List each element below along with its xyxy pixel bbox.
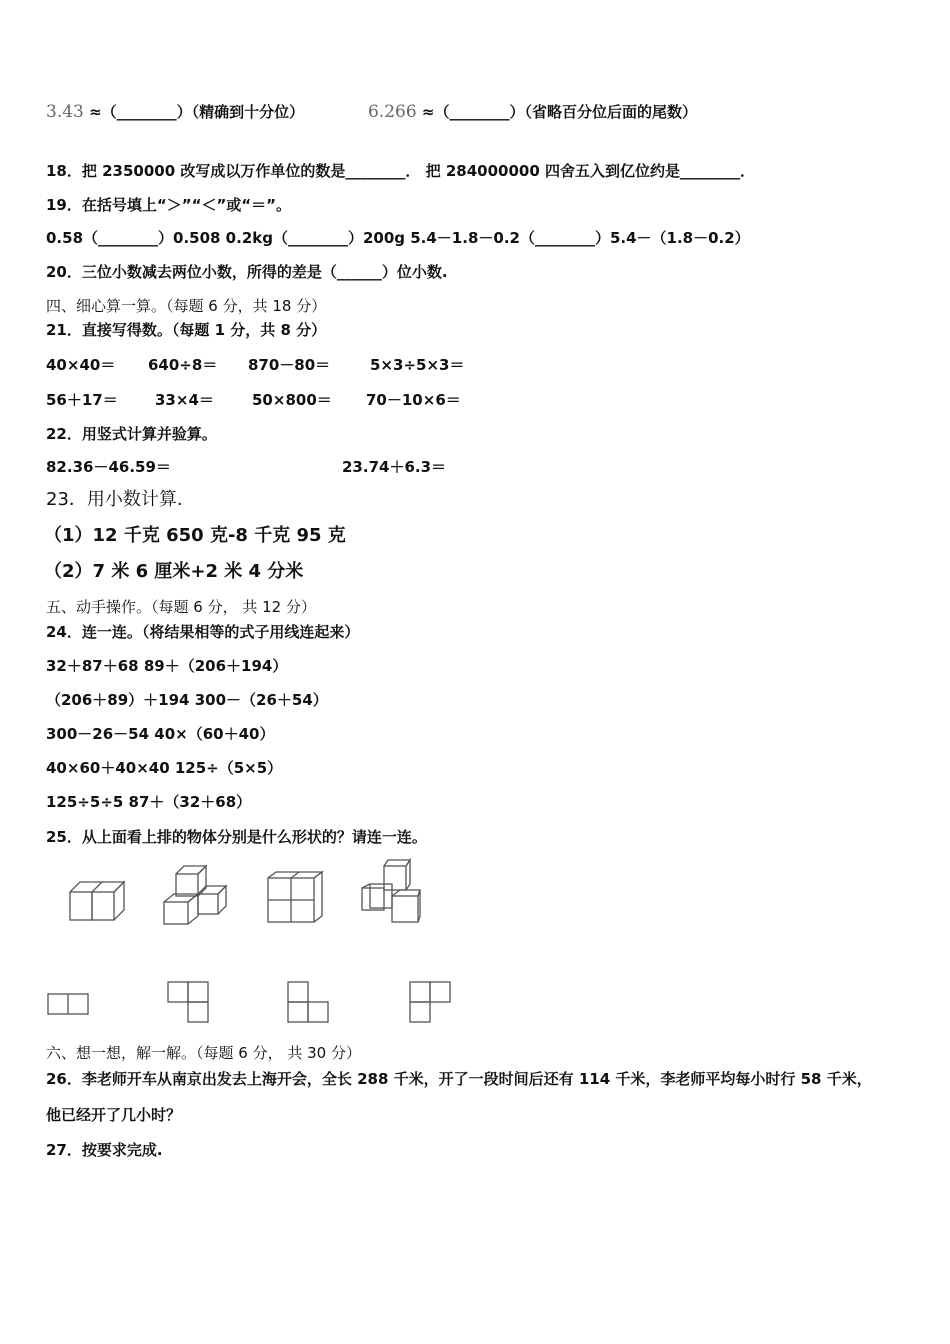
q26-line-2: 他已经开了几小时？ (46, 1106, 182, 1124)
cube-figure-2 (160, 864, 230, 926)
top-view-shape-2 (166, 980, 212, 1028)
cube-figure-1 (66, 878, 126, 924)
q17-right-text: ≈（________）（省略百分位后面的尾数） (421, 103, 697, 121)
q24-row-2: （206＋89）＋194 300－（26＋54） (46, 691, 328, 709)
q25-title: 25．从上面看上排的物体分别是什么形状的？请连一连。 (46, 828, 427, 846)
q17-left-text: ≈（________）（精确到十分位） (89, 103, 305, 121)
top-view-shape-4 (406, 980, 454, 1028)
q24-row-1: 32＋87＋68 89＋（206＋194） (46, 657, 288, 675)
q19-items: 0.58（________）0.508 0.2kg（________）200g 5.4－1.8－0.2（________）5.4－（1.8－0.2） (46, 229, 750, 247)
q24-row-4: 40×60＋40×40 125÷（5×5） (46, 759, 283, 777)
q21-r2-c2: 33×4＝ (155, 391, 214, 409)
q17-left-number: 3.43 (46, 102, 84, 122)
cube-figure-4 (358, 858, 424, 924)
q17-right (368, 102, 697, 122)
q21-r1-c4: 5×3÷5×3＝ (370, 356, 465, 374)
q21-r1-c1: 40×40＝ (46, 356, 116, 374)
q18: 18．把 2350000 改写成以万作单位的数是________． 把 284000000 四舍五入到亿位约是________． (46, 162, 755, 180)
q22-b: 23.74＋6.3＝ (342, 458, 447, 476)
section-4-heading: 四、细心算一算。（每题 6 分，共 18 分） (46, 297, 327, 315)
q22-title: 22．用竖式计算并验算。 (46, 425, 217, 443)
q17-right-number: 6.266 (368, 102, 417, 122)
q24-row-5: 125÷5÷5 87＋（32＋68） (46, 793, 252, 811)
top-view-shape-3 (286, 980, 332, 1028)
q21-r2-c3: 50×800＝ (252, 391, 332, 409)
section-5-heading: 五、动手操作。（每题 6 分， 共 12 分） (46, 598, 316, 616)
q23-title: 23．用小数计算. (46, 489, 183, 510)
q24-title: 24．连一连。（将结果相等的式子用线连起来） (46, 623, 360, 641)
q21-title: 21．直接写得数。（每题 1 分，共 8 分） (46, 321, 327, 339)
q19-title: 19．在括号填上“＞”“＜”或“＝”。 (46, 196, 292, 214)
q17-left (46, 102, 304, 122)
q21-r2-c1: 56＋17＝ (46, 391, 118, 409)
cube-figure-3 (264, 870, 324, 924)
section-6-heading: 六、想一想，解一解。（每题 6 分， 共 30 分） (46, 1044, 361, 1062)
q22-a: 82.36－46.59＝ (46, 458, 171, 476)
q26-line-1: 26．李老师开车从南京出发去上海开会，全长 288 千米，开了一段时间后还有 114 千米，李老师平均每小时行 58 千米， (46, 1070, 872, 1088)
q21-r1-c2: 640÷8＝ (148, 356, 218, 374)
q23-part1: （1）12 千克 650 克-8 千克 95 克 (44, 525, 346, 546)
q20: 20．三位小数减去两位小数，所得的差是（______）位小数. (46, 263, 448, 281)
q21-r2-c4: 70－10×6＝ (366, 391, 461, 409)
q23-part2: （2）7 米 6 厘米+2 米 4 分米 (44, 561, 304, 582)
q21-r1-c3: 870－80＝ (248, 356, 331, 374)
q27: 27．按要求完成. (46, 1141, 163, 1159)
top-view-shape-1 (46, 990, 92, 1020)
q24-row-3: 300－26－54 40×（60＋40） (46, 725, 275, 743)
